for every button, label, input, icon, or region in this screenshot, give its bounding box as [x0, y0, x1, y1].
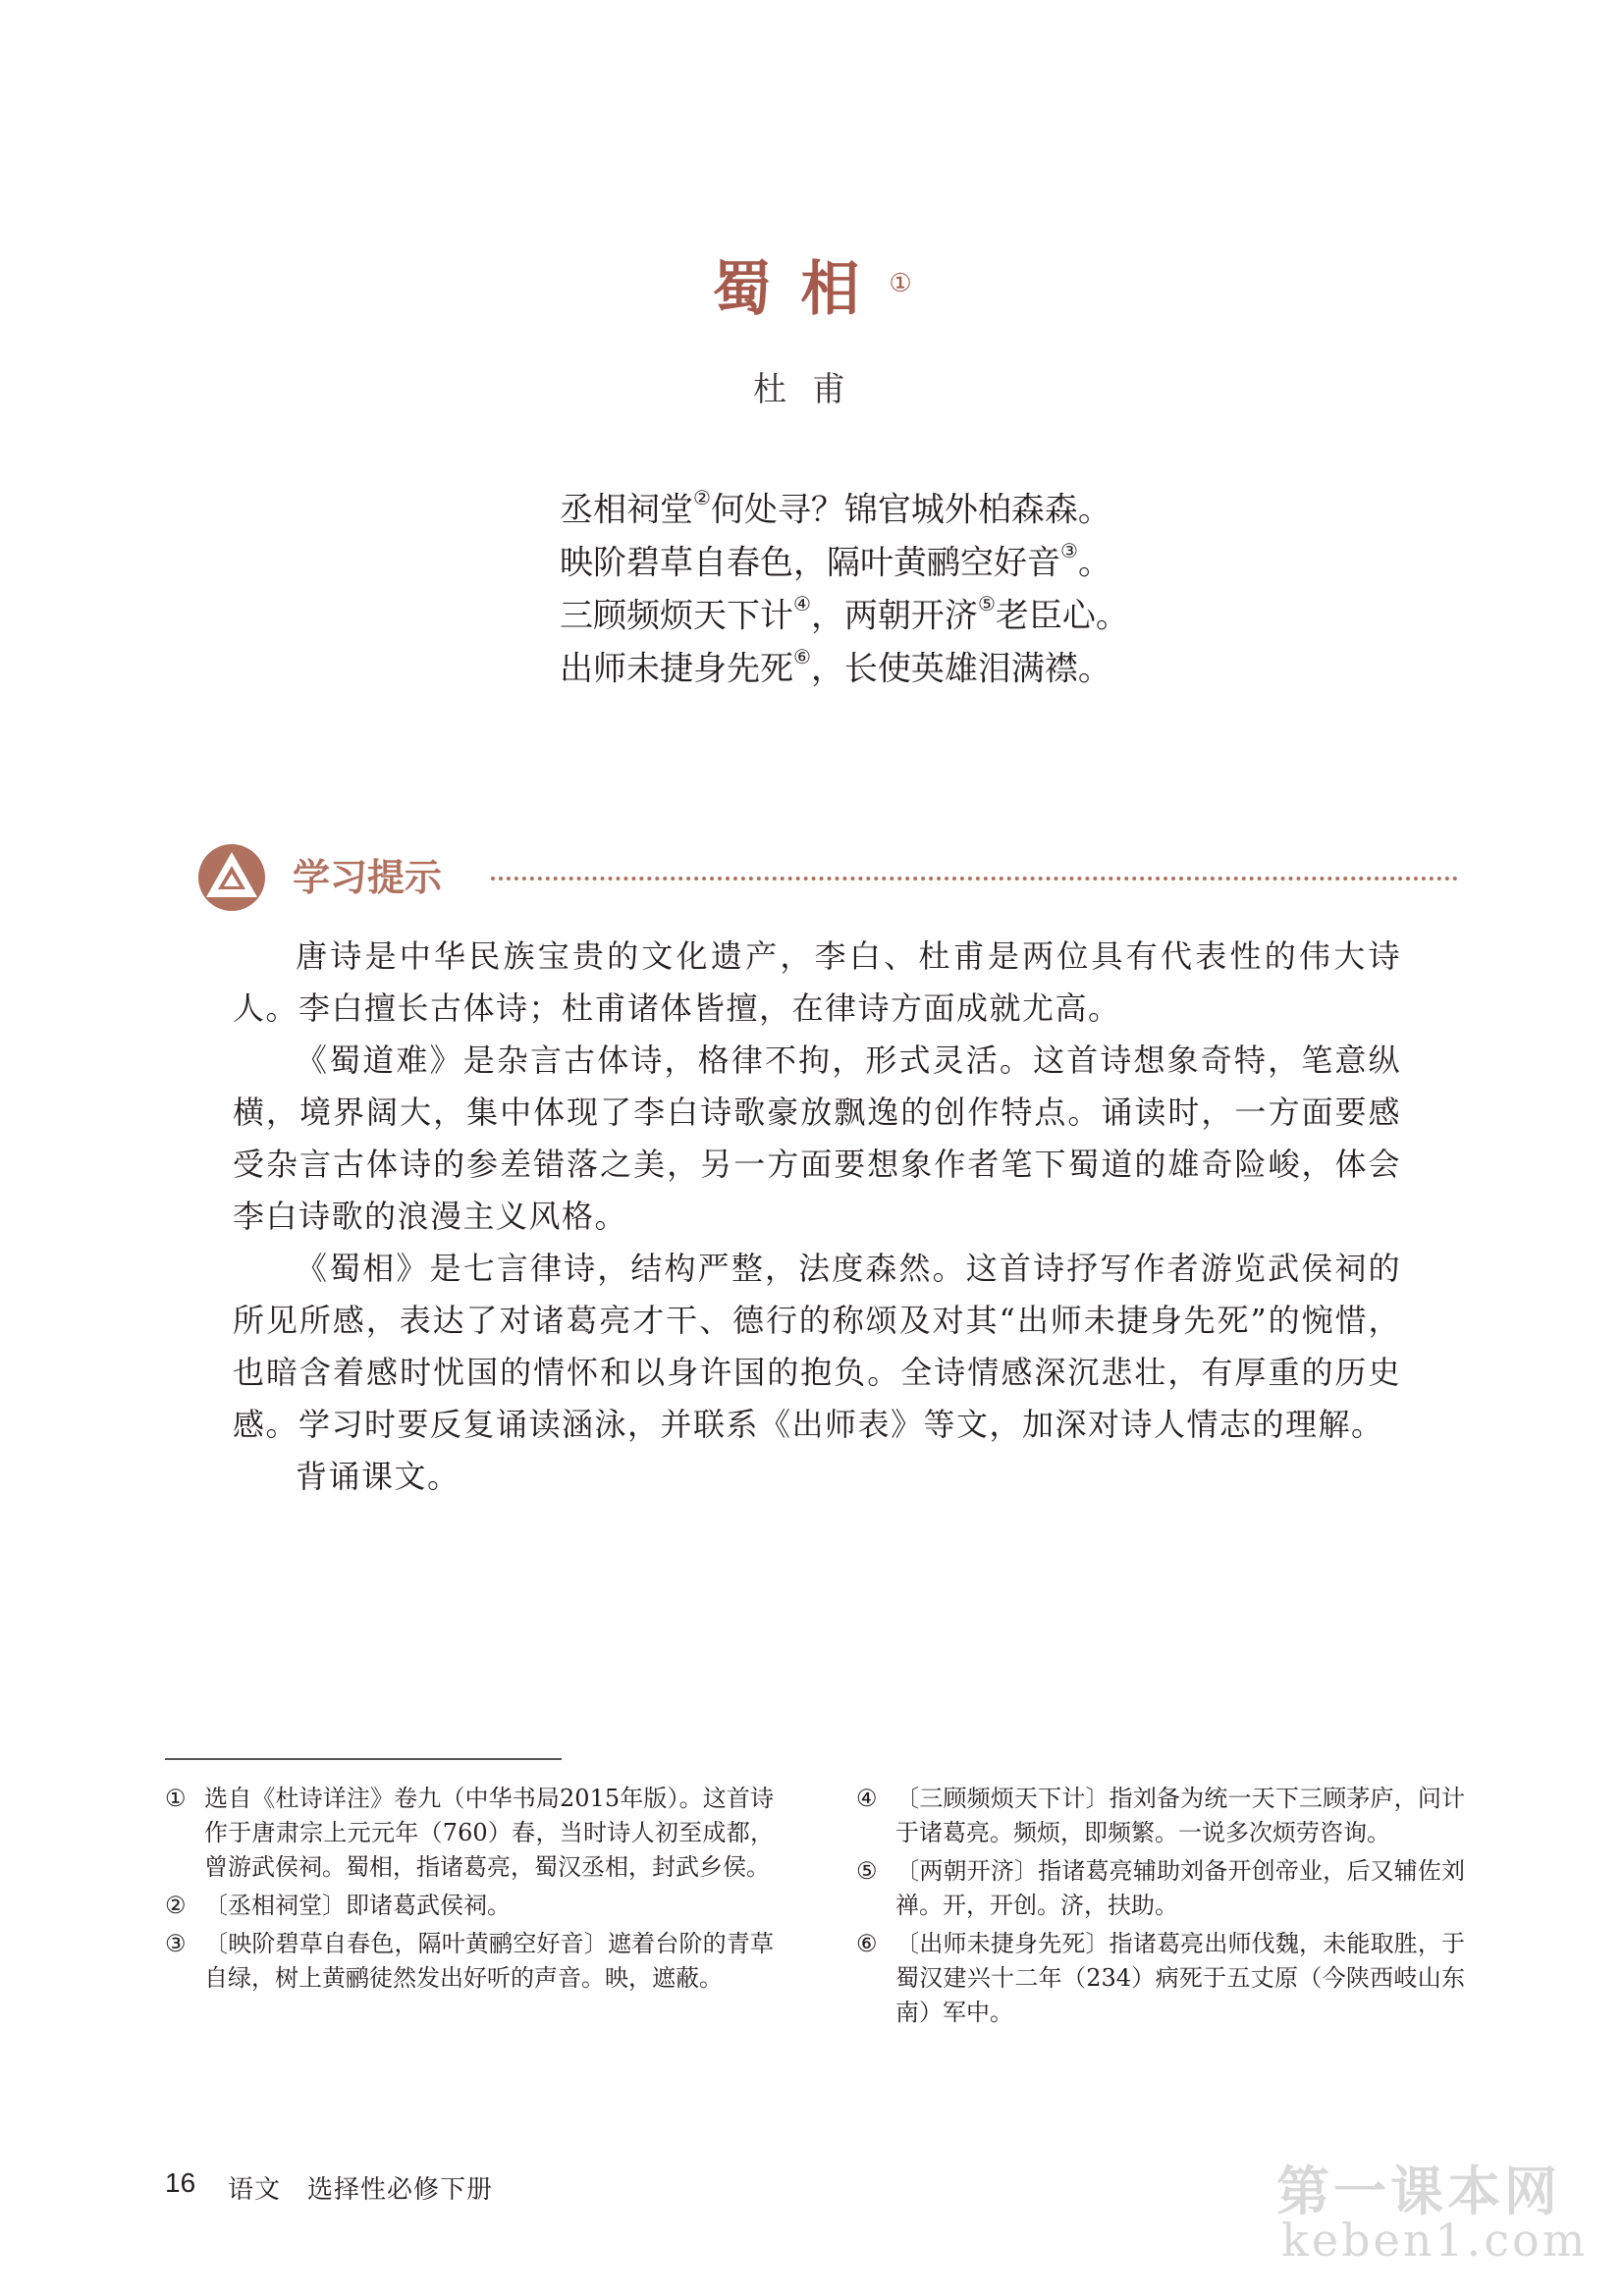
footnote [165, 1927, 774, 1996]
footnotes-right [856, 1782, 1465, 2034]
poem-text: 。 [1077, 543, 1111, 583]
dotted-divider [491, 877, 1458, 881]
paragraph: 《蜀相》是七言律诗，结构严整，法度森然。这首诗抒写作者游览武侯祠的所见所感，表达了对诸葛亮才干、德行的称颂及对其“出师未捷身先死”的惋惜，也暗含着感时忧国的情怀和以身许国的抱负。全诗情感深沉悲壮，有厚重的历史感。学习时要反复诵读涵泳，并联系《出师表》等文，加深对诗人情志的理解。 [233, 1250, 1401, 1443]
watermark-chinese: 第一课本网 [1276, 2161, 1561, 2222]
footnote [165, 1889, 774, 1923]
poem-line [560, 475, 1247, 528]
footnote [856, 1927, 1465, 2030]
poem-line [560, 634, 1247, 687]
page-number: 16 [165, 2167, 196, 2198]
footnote [856, 1782, 1465, 1850]
poem-line [560, 528, 1247, 581]
footnote-text: 〔两朝开济〕指诸葛亮辅助刘备开创帝业，后又辅佐刘禅。开，开创。济，扶助。 [895, 1857, 1465, 1919]
footnote-number: ② [165, 1892, 187, 1919]
footnote-mark: ④ [793, 592, 811, 615]
poem-line [560, 581, 1247, 634]
footnote-number: ① [165, 1785, 187, 1812]
poem [560, 475, 1247, 687]
footnote-text: 选自《杜诗详注》卷九（中华书局2015年版）。这首诗作于唐肃宗上元元年（760）春，当时诗人初至成都，曾游武侯祠。蜀相，指诸葛亮，蜀汉丞相，封武乡侯。 [204, 1785, 774, 1881]
footnote-number: ⑥ [856, 1930, 878, 1957]
footnote-text: 〔三顾频烦天下计〕指刘备为统一天下三顾茅庐，问计于诸葛亮。频烦，即频繁。一说多次烦劳咨询。 [895, 1785, 1465, 1846]
paragraph: 《蜀道难》是杂言古体诗，格律不拘，形式灵活。这首诗想象奇特，笔意纵横，境界阔大，集中体现了李白诗歌豪放飘逸的创作特点。诵读时，一方面要感受杂言古体诗的参差错落之美，另一方面要想象作者笔下蜀道的雄奇险峻，体会李白诗歌的浪漫主义风格。 [233, 1041, 1401, 1235]
footnote-text: 〔丞相祠堂〕即诸葛武侯祠。 [204, 1892, 511, 1919]
watermark-url: keben1.com [1281, 2214, 1589, 2267]
footnote-divider [165, 1758, 562, 1760]
study-hint-body [233, 931, 1401, 1503]
footnote-text: 〔映阶碧草自春色，隔叶黄鹂空好音〕遮着台阶的青草自绿，树上黄鹂徒然发出好听的声音。映，遮蔽。 [204, 1930, 774, 1992]
poem-text: 丞相祠堂 [560, 490, 693, 530]
author: 杜甫 [753, 370, 871, 409]
paragraph: 背诵课文。 [296, 1458, 460, 1495]
poem-text: ，长使英雄泪满襟。 [810, 649, 1111, 689]
poem-text: 三顾频烦天下计 [560, 596, 793, 636]
poem-text: 出师未捷身先死 [560, 649, 793, 689]
book-title: 语文 选择性必修下册 [228, 2175, 494, 2205]
study-hint-icon [196, 842, 267, 913]
footnote [165, 1782, 774, 1885]
footnote-mark: ② [693, 486, 711, 509]
footnote-mark: ⑤ [977, 592, 996, 615]
title-footnote-mark: ① [889, 269, 912, 298]
paragraph: 唐诗是中华民族宝贵的文化遗产，李白、杜甫是两位具有代表性的伟大诗人。李白擅长古体诗；杜甫诸体皆擅，在律诗方面成就尤高。 [233, 937, 1401, 1027]
footnote [856, 1854, 1465, 1923]
footnote-mark: ③ [1060, 539, 1078, 562]
footnotes-left [165, 1782, 774, 2000]
footnote-text: 〔出师未捷身先死〕指诸葛亮出师伐魏，未能取胜，于蜀汉建兴十二年（234）病死于五丈原（今陕西岐山东南）军中。 [895, 1930, 1465, 2026]
footnote-number: ③ [165, 1930, 187, 1957]
title-text: 蜀相 [712, 255, 890, 324]
footnote-number: ⑤ [856, 1857, 878, 1885]
poem-text: 何处寻？锦官城外柏森森。 [710, 490, 1111, 530]
page-title [0, 250, 1624, 329]
poem-text: 老臣心。 [995, 596, 1129, 636]
poem-text: ，两朝开济 [810, 596, 978, 636]
poem-text: 映阶碧草自春色，隔叶黄鹂空好音 [560, 543, 1060, 583]
study-hint-heading: 学习提示 [293, 856, 443, 899]
footnote-mark: ⑥ [793, 645, 811, 668]
footnote-number: ④ [856, 1785, 878, 1812]
